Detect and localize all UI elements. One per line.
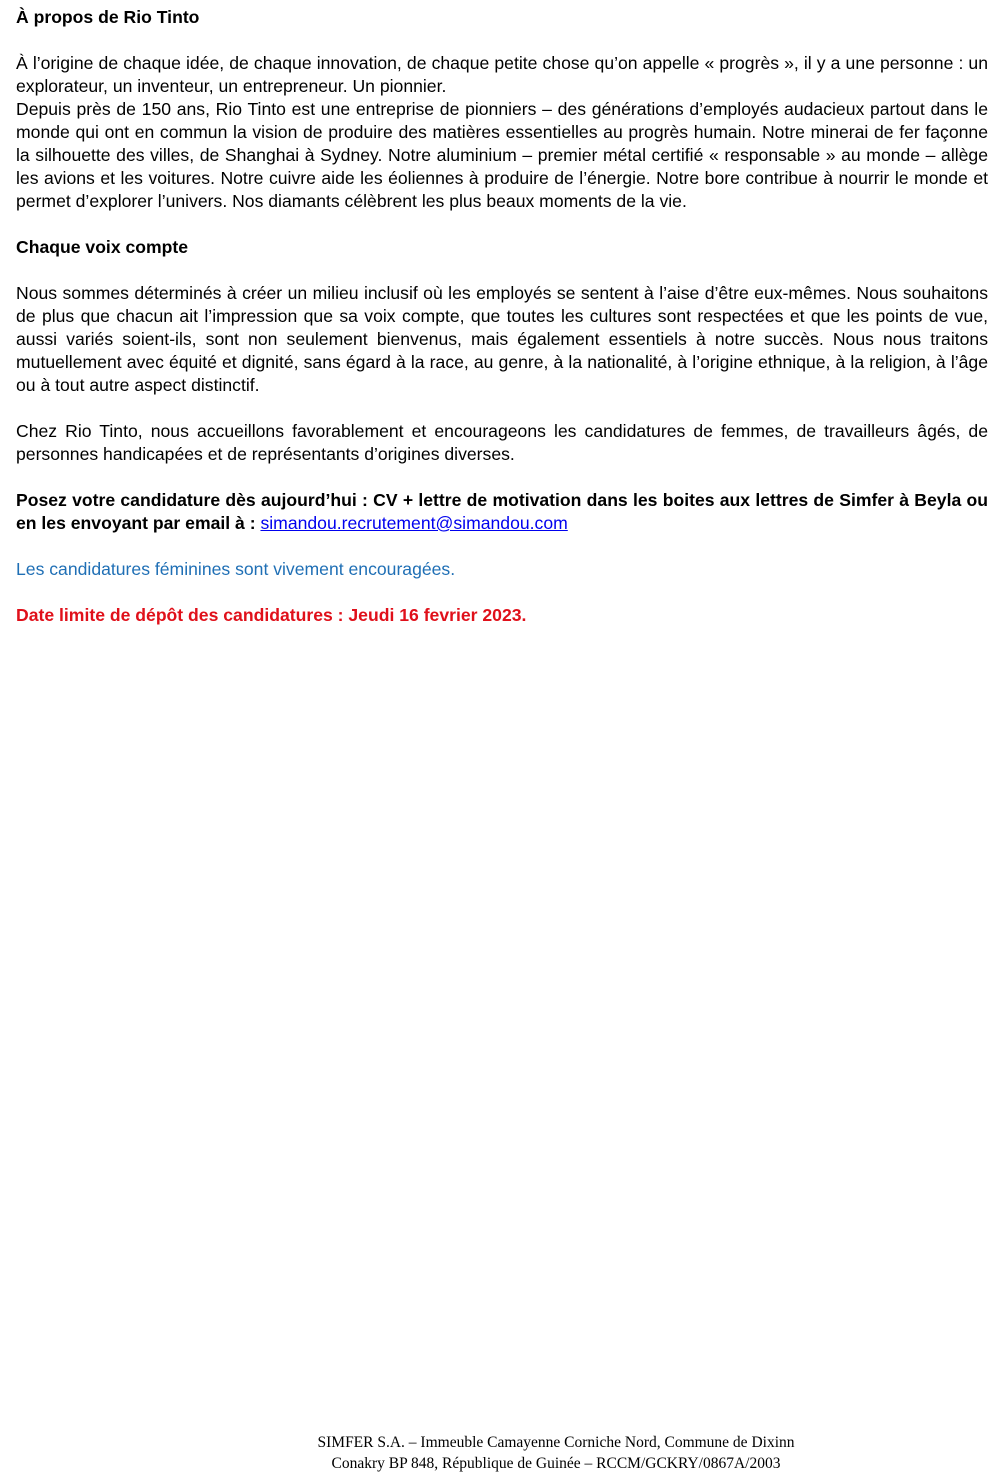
voice-paragraph-2: Chez Rio Tinto, nous accueillons favorablement et encourageons les candidatures de femmes, de travailleurs âgés, de personnes handicapées et de représentants d’origines diverses.: [16, 421, 988, 464]
footer: [0, 1432, 1000, 1474]
encourage-text: Les candidatures féminines sont vivement encouragées.: [16, 559, 456, 579]
section-title-about: À propos de Rio Tinto: [16, 7, 200, 27]
apply-text: Posez votre candidature dès aujourd’hui : CV + lettre de motivation dans les boites aux lettres de Simfer à Beyla ou en les envoyant par email à :: [16, 490, 988, 533]
footer-line-1: SIMFER S.A. – Immeuble Camayenne Corniche Nord, Commune de Dixinn: [317, 1434, 795, 1451]
email-link[interactable]: simandou.recrutement@simandou.com: [260, 513, 568, 533]
deadline-text: Date limite de dépôt des candidatures : Jeudi 16 fevrier 2023.: [16, 605, 527, 625]
section-title-voice: Chaque voix compte: [16, 237, 189, 257]
about-paragraph-1: À l’origine de chaque idée, de chaque innovation, de chaque petite chose qu’on appelle « progrès », il y a une personne : un explorateur, un inventeur, un entrepreneur. Un pionnier.: [16, 53, 988, 96]
apply-paragraph: [16, 489, 988, 535]
about-paragraph-2: Depuis près de 150 ans, Rio Tinto est une entreprise de pionniers – des générations d’employés audacieux partout dans le monde qui ont en commun la vision de produire des matières essentielles au progrès humain. Notre minerai de fer façonne la silhouette des villes, de Shanghai à Sydney. Notre aluminium – premier métal certifié « responsable » au monde – allège les avions et les voitures. Notre cuivre aide les éoliennes à produire de l’énergie. Notre bore contribue à nourrir le monde et permet d’explorer l’univers. Nos diamants célèbrent les plus beaux moments de la vie.: [16, 99, 988, 211]
footer-line-2: Conakry BP 848, République de Guinée – RCCM/GCKRY/0867A/2003: [331, 1455, 781, 1472]
document-page: [16, 0, 988, 627]
voice-paragraph-1: Nous sommes déterminés à créer un milieu inclusif où les employés se sentent à l’aise d’être eux-mêmes. Nous souhaitons de plus que chacun ait l’impression que sa voix compte, que toutes les cultures sont respectées et que les points de vue, aussi variés soient-ils, sont non seulement bienvenus, mais également essentiels à notre succès. Nous nous traitons mutuellement avec équité et dignité, sans égard à la race, au genre, à la nationalité, à l’origine ethnique, à la religion, à l’âge ou à tout autre aspect distinctif.: [16, 283, 988, 395]
